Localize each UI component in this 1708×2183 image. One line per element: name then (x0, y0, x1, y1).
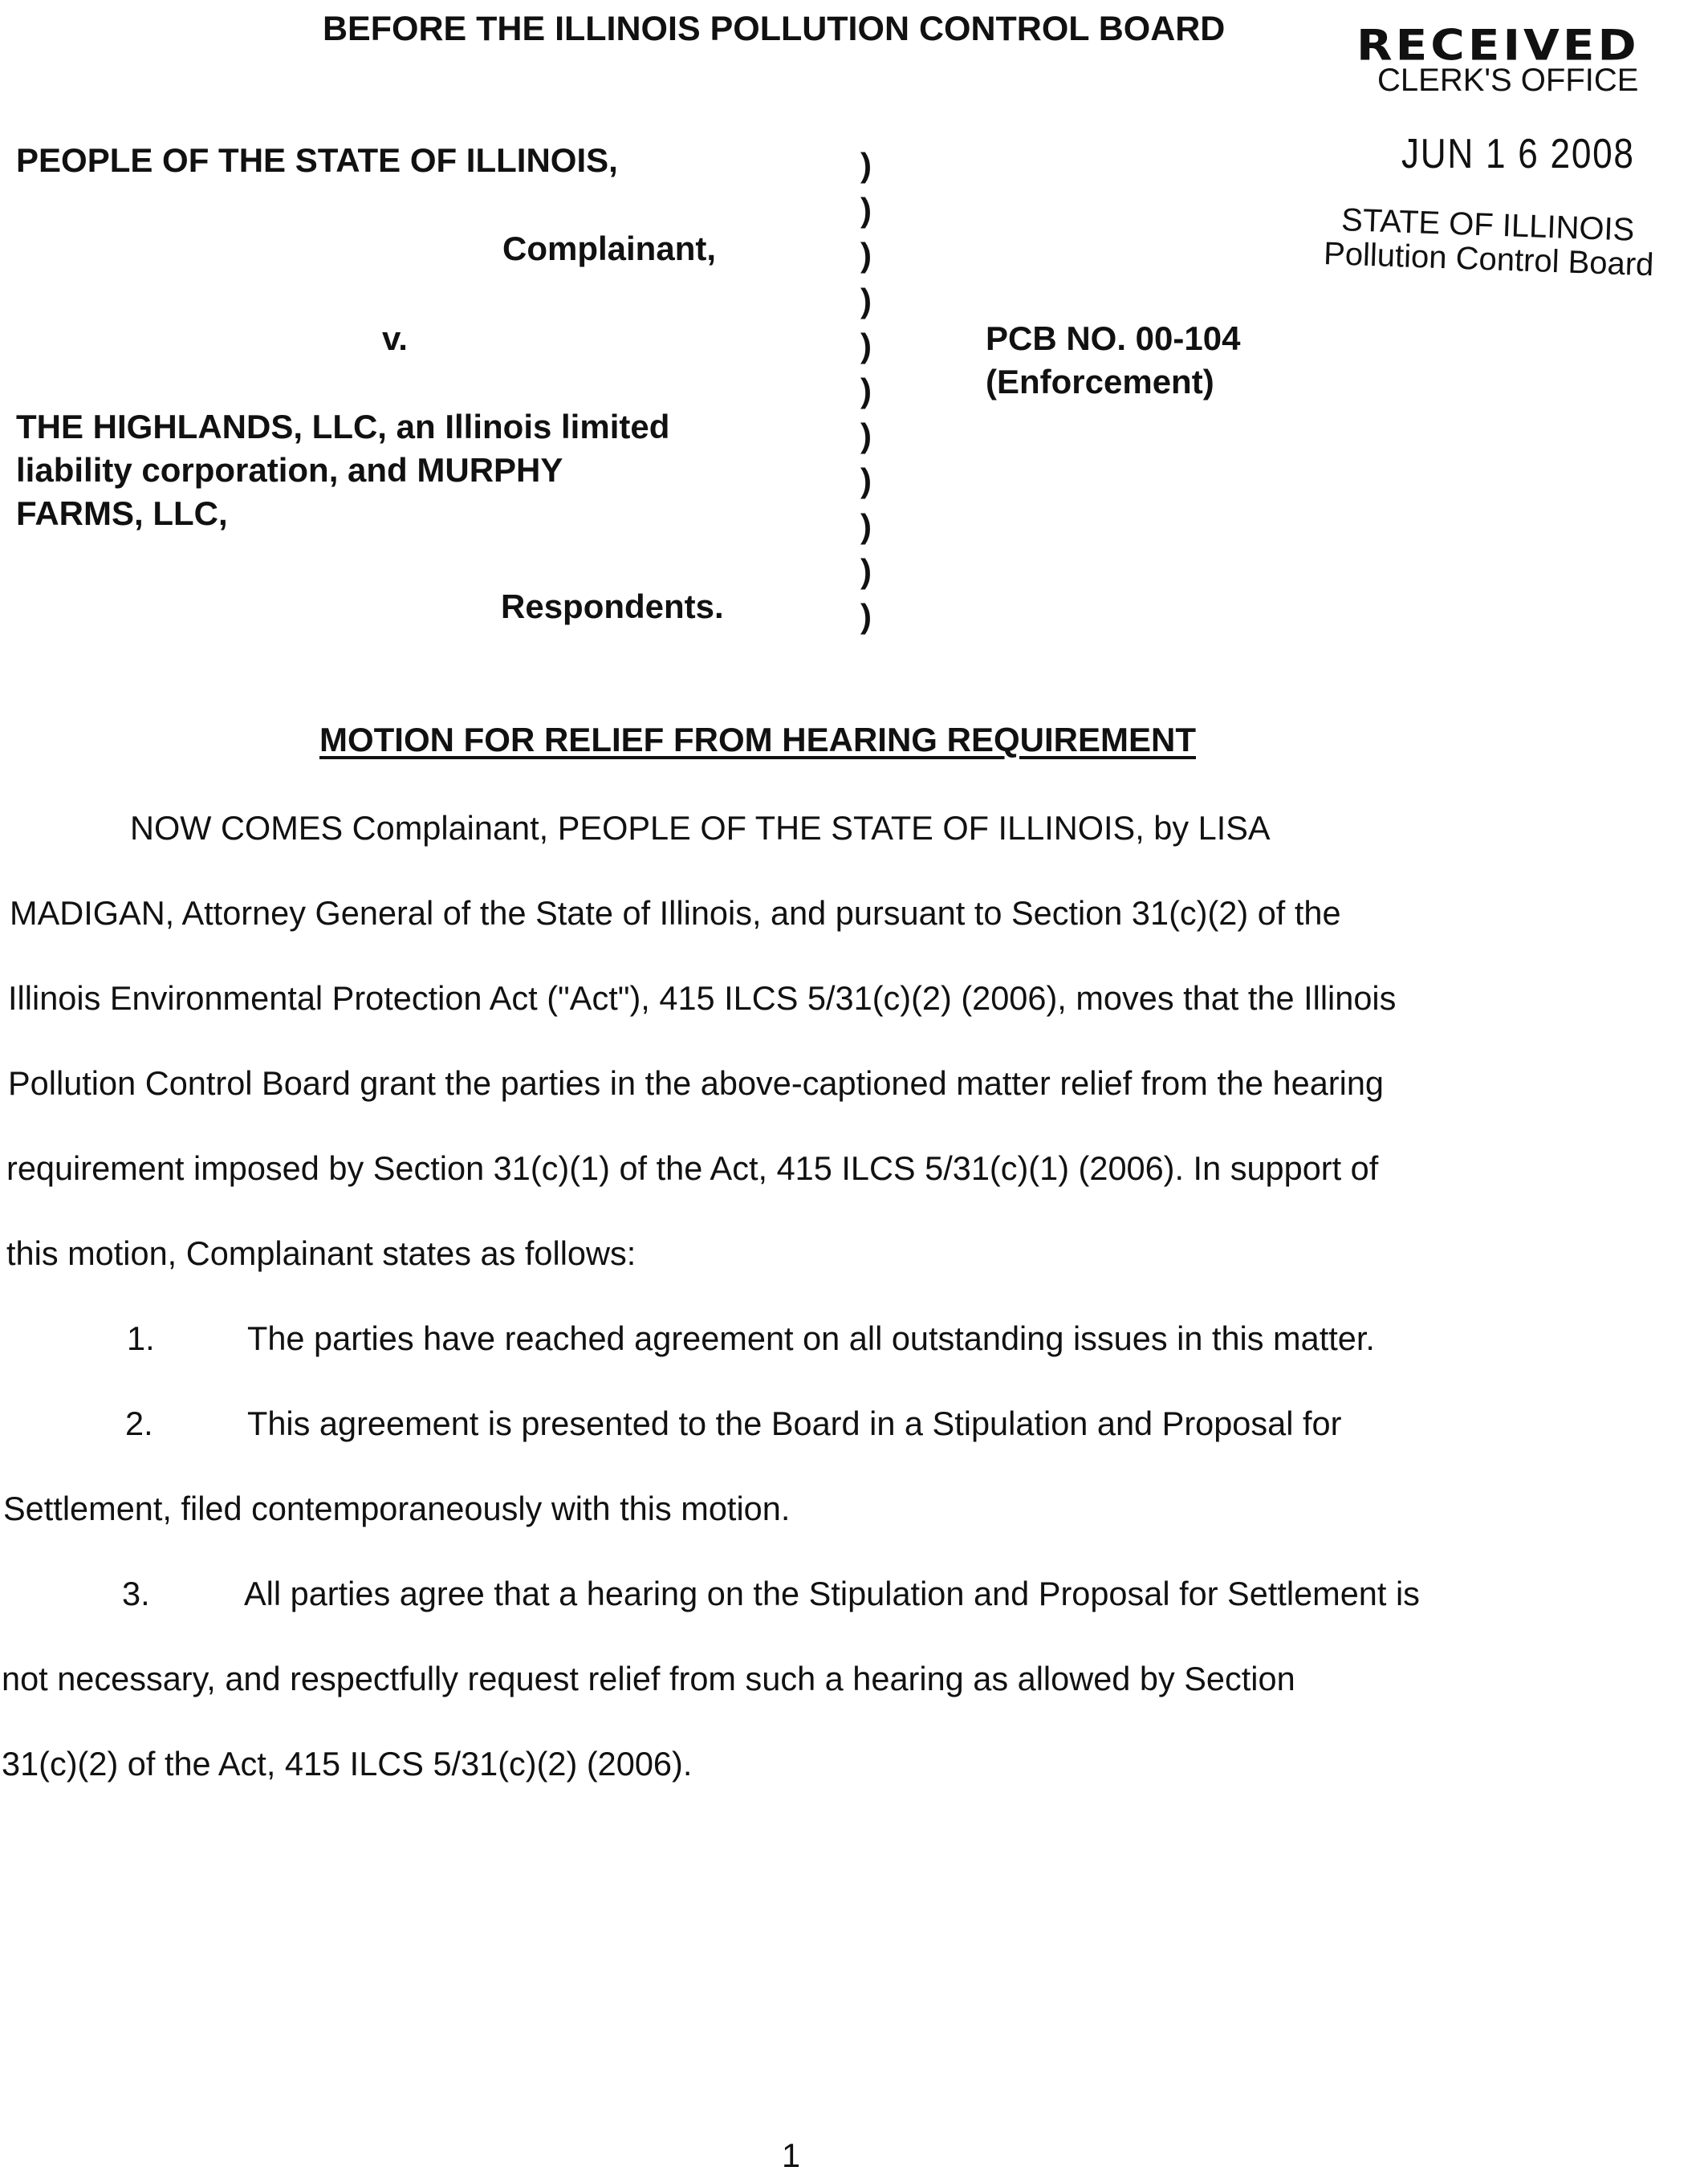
intro-line: Pollution Control Board grant the parties in the above-captioned matter relief from the hearing (8, 1064, 1385, 1102)
item-number: 1. (127, 1319, 155, 1357)
respondent-line-1: THE HIGHLANDS, LLC, an Illinois limited (16, 408, 670, 445)
intro-line: this motion, Complainant states as follows: (6, 1234, 636, 1272)
item-text: All parties agree that a hearing on the Stipulation and Proposal for Settlement is (244, 1575, 1420, 1612)
intro-line: MADIGAN, Attorney General of the State of Illinois, and pursuant to Section 31(c)(2) of the (10, 894, 1341, 932)
complainant-party: PEOPLE OF THE STATE OF ILLINOIS, (16, 141, 618, 179)
case-number: PCB NO. 00-104 (986, 319, 1241, 357)
caption-paren: ) (860, 236, 872, 274)
motion-title: MOTION FOR RELIEF FROM HEARING REQUIREMENT (319, 721, 1196, 758)
item-text: not necessary, and respectfully request relief from such a hearing as allowed by Section (2, 1660, 1295, 1697)
item-number: 2. (125, 1405, 153, 1442)
item-text: The parties have reached agreement on all outstanding issues in this matter. (247, 1319, 1375, 1357)
caption-paren: ) (860, 461, 872, 500)
intro-line: NOW COMES Complainant, PEOPLE OF THE STATE OF ILLINOIS, by LISA (130, 809, 1271, 847)
item-text: This agreement is presented to the Board in a Stipulation and Proposal for (247, 1405, 1342, 1442)
item-number: 3. (122, 1575, 150, 1612)
intro-line: requirement imposed by Section 31(c)(1) of the Act, 415 ILCS 5/31(c)(1) (2006). In support of (6, 1149, 1379, 1187)
caption-paren: ) (860, 506, 872, 545)
stamp-date: JUN 1 6 2008 (1401, 131, 1635, 177)
caption-parentheses (860, 143, 885, 639)
caption-paren: ) (860, 281, 872, 319)
caption-paren: ) (860, 326, 872, 364)
board-title: BEFORE THE ILLINOIS POLLUTION CONTROL BOARD (323, 10, 1226, 48)
complainant-role: Complainant, (502, 230, 717, 267)
stamp-state-text: STATE OF ILLINOIS (1340, 202, 1636, 248)
caption-paren: ) (860, 417, 872, 455)
intro-line: Illinois Environmental Protection Act ("Act"), 415 ILCS 5/31(c)(2) (2006), moves that the Illinois (8, 979, 1397, 1017)
stamp-received-text: RECEIVED (1356, 21, 1640, 71)
versus: v. (382, 319, 408, 357)
case-type: (Enforcement) (986, 363, 1214, 400)
caption-paren: ) (860, 371, 872, 409)
page-number: 1 (782, 2136, 801, 2174)
caption-paren: ) (860, 596, 872, 635)
stamp-board-text: Pollution Control Board (1323, 236, 1655, 283)
respondent-line-2: liability corporation, and MURPHY (16, 451, 563, 489)
respondent-role: Respondents. (501, 587, 724, 625)
item-text: 31(c)(2) of the Act, 415 ILCS 5/31(c)(2) (2006). (2, 1745, 693, 1783)
caption-paren: ) (860, 146, 872, 184)
item-text: Settlement, filed contemporaneously with this motion. (3, 1490, 791, 1527)
caption-paren: ) (860, 551, 872, 590)
stamp-office-text: CLERK'S OFFICE (1377, 63, 1639, 98)
respondent-line-3: FARMS, LLC, (16, 494, 228, 532)
caption-paren: ) (860, 191, 872, 230)
